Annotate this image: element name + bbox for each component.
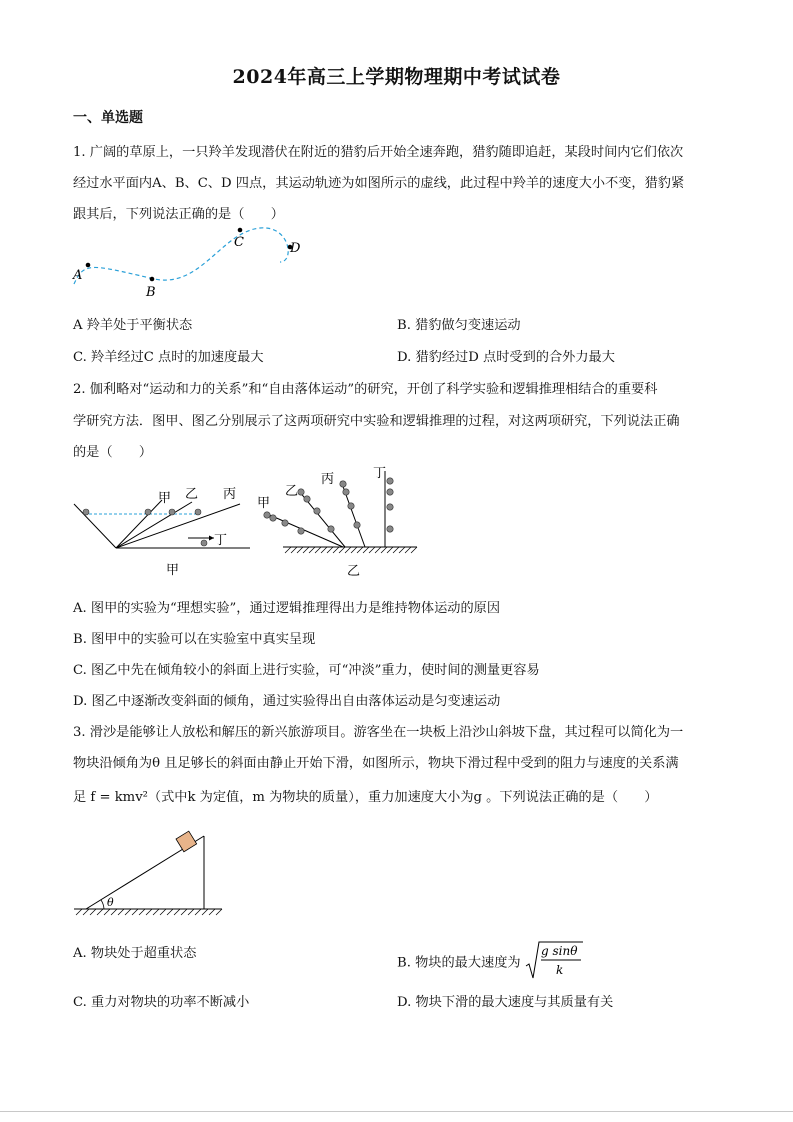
point-b	[150, 277, 155, 282]
page-title: 2024年高三上学期物理期中考试试卷	[232, 66, 561, 88]
q1-option-a[interactable]: A 羚羊处于平衡状态	[73, 318, 193, 333]
q1-option-d[interactable]: D. 猎豹经过D 点时受到的合外力最大	[397, 350, 615, 365]
q3-option-b[interactable]	[397, 942, 585, 984]
q3-line-1: 3. 滑沙是能够让人放松和解压的新兴旅游项目。游客坐在一块板上沿沙山斜坡下盘，其过程可以简化为一	[73, 725, 684, 740]
point-c	[238, 228, 243, 233]
q3-option-b-formula	[525, 940, 585, 982]
fig1-label-ding: 丁	[214, 533, 228, 548]
fig2-label-bing: 丙	[321, 472, 335, 487]
fig2-caption: 乙	[347, 564, 361, 579]
q1-line-3: 跟其后，下列说法正确的是（ ）	[73, 207, 284, 222]
ball-bing	[195, 509, 201, 515]
label-a: A	[73, 268, 83, 283]
q1-line-1: 1. 广阔的草原上，一只羚羊发现潜伏在附近的猎豹后开始全速奔跑，猎豹随即追赶，某段时间内它们依次	[73, 145, 684, 160]
q2-line-3: 的是（ ）	[73, 445, 153, 460]
q1-option-c[interactable]: C. 羚羊经过C 点时的加速度最大	[73, 350, 264, 365]
q3-option-c[interactable]: C. 重力对物块的功率不断减小	[73, 995, 250, 1010]
fig2-label-yi: 乙	[285, 484, 299, 499]
fig2-label-ding: 丁	[373, 466, 387, 481]
point-a	[86, 263, 91, 268]
incline-left	[74, 504, 116, 548]
balls-jia	[264, 512, 304, 534]
balls-yi	[298, 489, 334, 532]
q1-trajectory-figure	[70, 222, 320, 302]
q3-option-a[interactable]: A. 物块处于超重状态	[73, 946, 197, 961]
ball-yi	[169, 509, 175, 515]
page-footer-rule	[0, 1111, 793, 1112]
ball-jia	[145, 509, 151, 515]
ball-ding	[201, 540, 207, 546]
trajectory-curve	[74, 228, 288, 284]
formula-denominator: k	[555, 963, 564, 977]
q2-option-a[interactable]: A. 图甲的实验为“理想实验”，通过逻辑推理得出力是维持物体运动的原因	[73, 601, 501, 616]
q2-line-1: 2. 伽利略对“运动和力的关系”和“自由落体运动”的研究，开创了科学实验和逻辑推理相结合的重要科	[73, 382, 658, 397]
fig1-caption: 甲	[166, 563, 180, 578]
ball-start	[83, 509, 89, 515]
q3-option-b-text: B. 物块的最大速度为	[397, 955, 521, 971]
balls-ding	[387, 478, 393, 532]
fig2-label-jia: 甲	[257, 496, 271, 511]
sliding-block	[176, 831, 197, 852]
q2-line-2: 学研究方法．图甲、图乙分别展示了这两项研究中实验和逻辑推理的过程，对这两项研究，下列说法正确	[73, 414, 680, 429]
label-d: D	[290, 241, 301, 256]
q3-option-d[interactable]: D. 物块下滑的最大速度与其质量有关	[397, 995, 614, 1010]
ground-hatch	[285, 547, 417, 553]
fig1-label-jia: 甲	[158, 491, 172, 506]
q3-incline-figure	[70, 818, 230, 918]
q2-option-b[interactable]: B. 图甲中的实验可以在实验室中真实呈现	[73, 632, 316, 647]
q2-figure-jia	[70, 480, 260, 580]
angle-arc	[101, 900, 104, 909]
label-b: B	[146, 285, 156, 300]
ground-hatch	[76, 909, 222, 915]
q2-figure-yi	[255, 465, 425, 580]
label-c: C	[234, 235, 244, 250]
q2-option-c[interactable]: C. 图乙中先在倾角较小的斜面上进行实验，可“冲淡”重力，使时间的测量更容易	[73, 663, 540, 678]
q2-option-d[interactable]: D. 图乙中逐渐改变斜面的倾角，通过实验得出自由落体运动是匀变速运动	[73, 694, 501, 709]
theta-label: θ	[107, 896, 114, 909]
formula-numerator: g sinθ	[540, 944, 578, 958]
q1-option-b[interactable]: B. 猎豹做匀变速运动	[397, 318, 521, 333]
fig1-label-yi: 乙	[185, 487, 199, 502]
q3-line-3: 足 f = kmv²（式中k 为定值，m 为物块的质量），重力加速度大小为g 。下列说法正确的是（ ）	[73, 790, 658, 805]
section-heading: 一、单选题	[73, 110, 143, 126]
q1-line-2: 经过水平面内A、B、C、D 四点，其运动轨迹为如图所示的虚线，此过程中羚羊的速度大小不变，猎豹紧	[73, 176, 685, 191]
q3-line-2: 物块沿倾角为θ 且足够长的斜面由静止开始下滑，如图所示，物块下滑过程中受到的阻力与速度的关系满	[73, 756, 679, 771]
balls-bing	[340, 481, 360, 528]
fig1-label-bing: 丙	[223, 487, 237, 502]
